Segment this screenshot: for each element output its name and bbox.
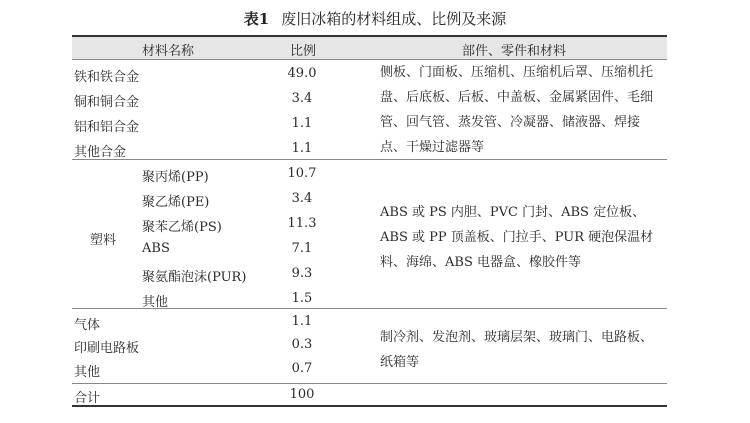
table-row-ratio: 1.1 xyxy=(291,141,313,156)
table-row-ratio: 11.3 xyxy=(287,216,317,231)
table-row-name: 聚丙烯(PP) xyxy=(142,170,209,185)
table-row-name: ABS xyxy=(142,241,170,256)
table-row-ratio: 10.7 xyxy=(287,166,317,181)
table-row-ratio: 49.0 xyxy=(287,66,317,81)
metals-sources: 侧板、门面板、压缩机、压缩机后罩、压缩机托盘、后底板、后板、中盖板、金属紧固件、毛细管、回气管、蒸发管、冷凝器、储液器、焊接点、干燥过滤器等 xyxy=(380,65,654,155)
plastics-sources: ABS 或 PS 内胆、PVC 门封、ABS 定位板、ABS 或 PP 顶盖板、门拉手、PUR 硬泡保温材料、海绵、ABS 电器盒、橡胶件等 xyxy=(380,205,654,270)
others-sources: 制冷剂、发泡剂、玻璃层架、玻璃门、电路板、纸箱等 xyxy=(380,330,654,370)
header-parts: 部件、零件和材料 xyxy=(462,44,567,59)
table-row-name: 聚乙烯(PE) xyxy=(142,195,210,210)
plastics-group-label: 塑料 xyxy=(90,233,117,248)
table-row-ratio: 7.1 xyxy=(291,241,313,256)
table-row-ratio: 3.4 xyxy=(291,191,313,206)
table-row-ratio: 1.5 xyxy=(291,291,313,306)
table-row-name: 铜和铜合金 xyxy=(74,95,140,110)
header-material-name: 材料名称 xyxy=(142,44,195,59)
table-header xyxy=(72,35,667,60)
table-row-name: 其他 xyxy=(142,295,169,310)
table-row-ratio: 1.1 xyxy=(291,314,313,329)
table-row-name: 聚氨酯泡沫(PUR) xyxy=(142,270,247,285)
table-row-name: 其他合金 xyxy=(74,145,127,160)
table-number: 表1 xyxy=(243,10,270,28)
table-bottom-rule xyxy=(72,405,667,407)
table-caption xyxy=(0,8,750,29)
table-row-name: 其他 xyxy=(74,365,101,380)
table-row-ratio: 0.3 xyxy=(291,337,313,352)
total-ratio: 100 xyxy=(289,387,315,402)
table-row-ratio: 3.4 xyxy=(291,91,313,106)
header-ratio: 比例 xyxy=(290,44,317,59)
table-row-name: 印刷电路板 xyxy=(74,341,140,356)
table-row-ratio: 9.3 xyxy=(291,266,313,281)
table-row-name: 气体 xyxy=(74,318,101,333)
table-row-ratio: 1.1 xyxy=(291,116,313,131)
table-title: 废旧冰箱的材料组成、比例及来源 xyxy=(281,10,507,28)
divider xyxy=(72,159,667,160)
materials-table xyxy=(72,35,667,406)
table-row-name: 铝和铝合金 xyxy=(74,120,140,135)
table-row-name: 聚苯乙烯(PS) xyxy=(142,220,222,235)
divider xyxy=(72,308,667,309)
divider xyxy=(72,383,667,384)
table-row-ratio: 0.7 xyxy=(291,361,313,376)
total-label: 合计 xyxy=(74,391,101,406)
table-row-name: 铁和铁合金 xyxy=(74,70,140,85)
